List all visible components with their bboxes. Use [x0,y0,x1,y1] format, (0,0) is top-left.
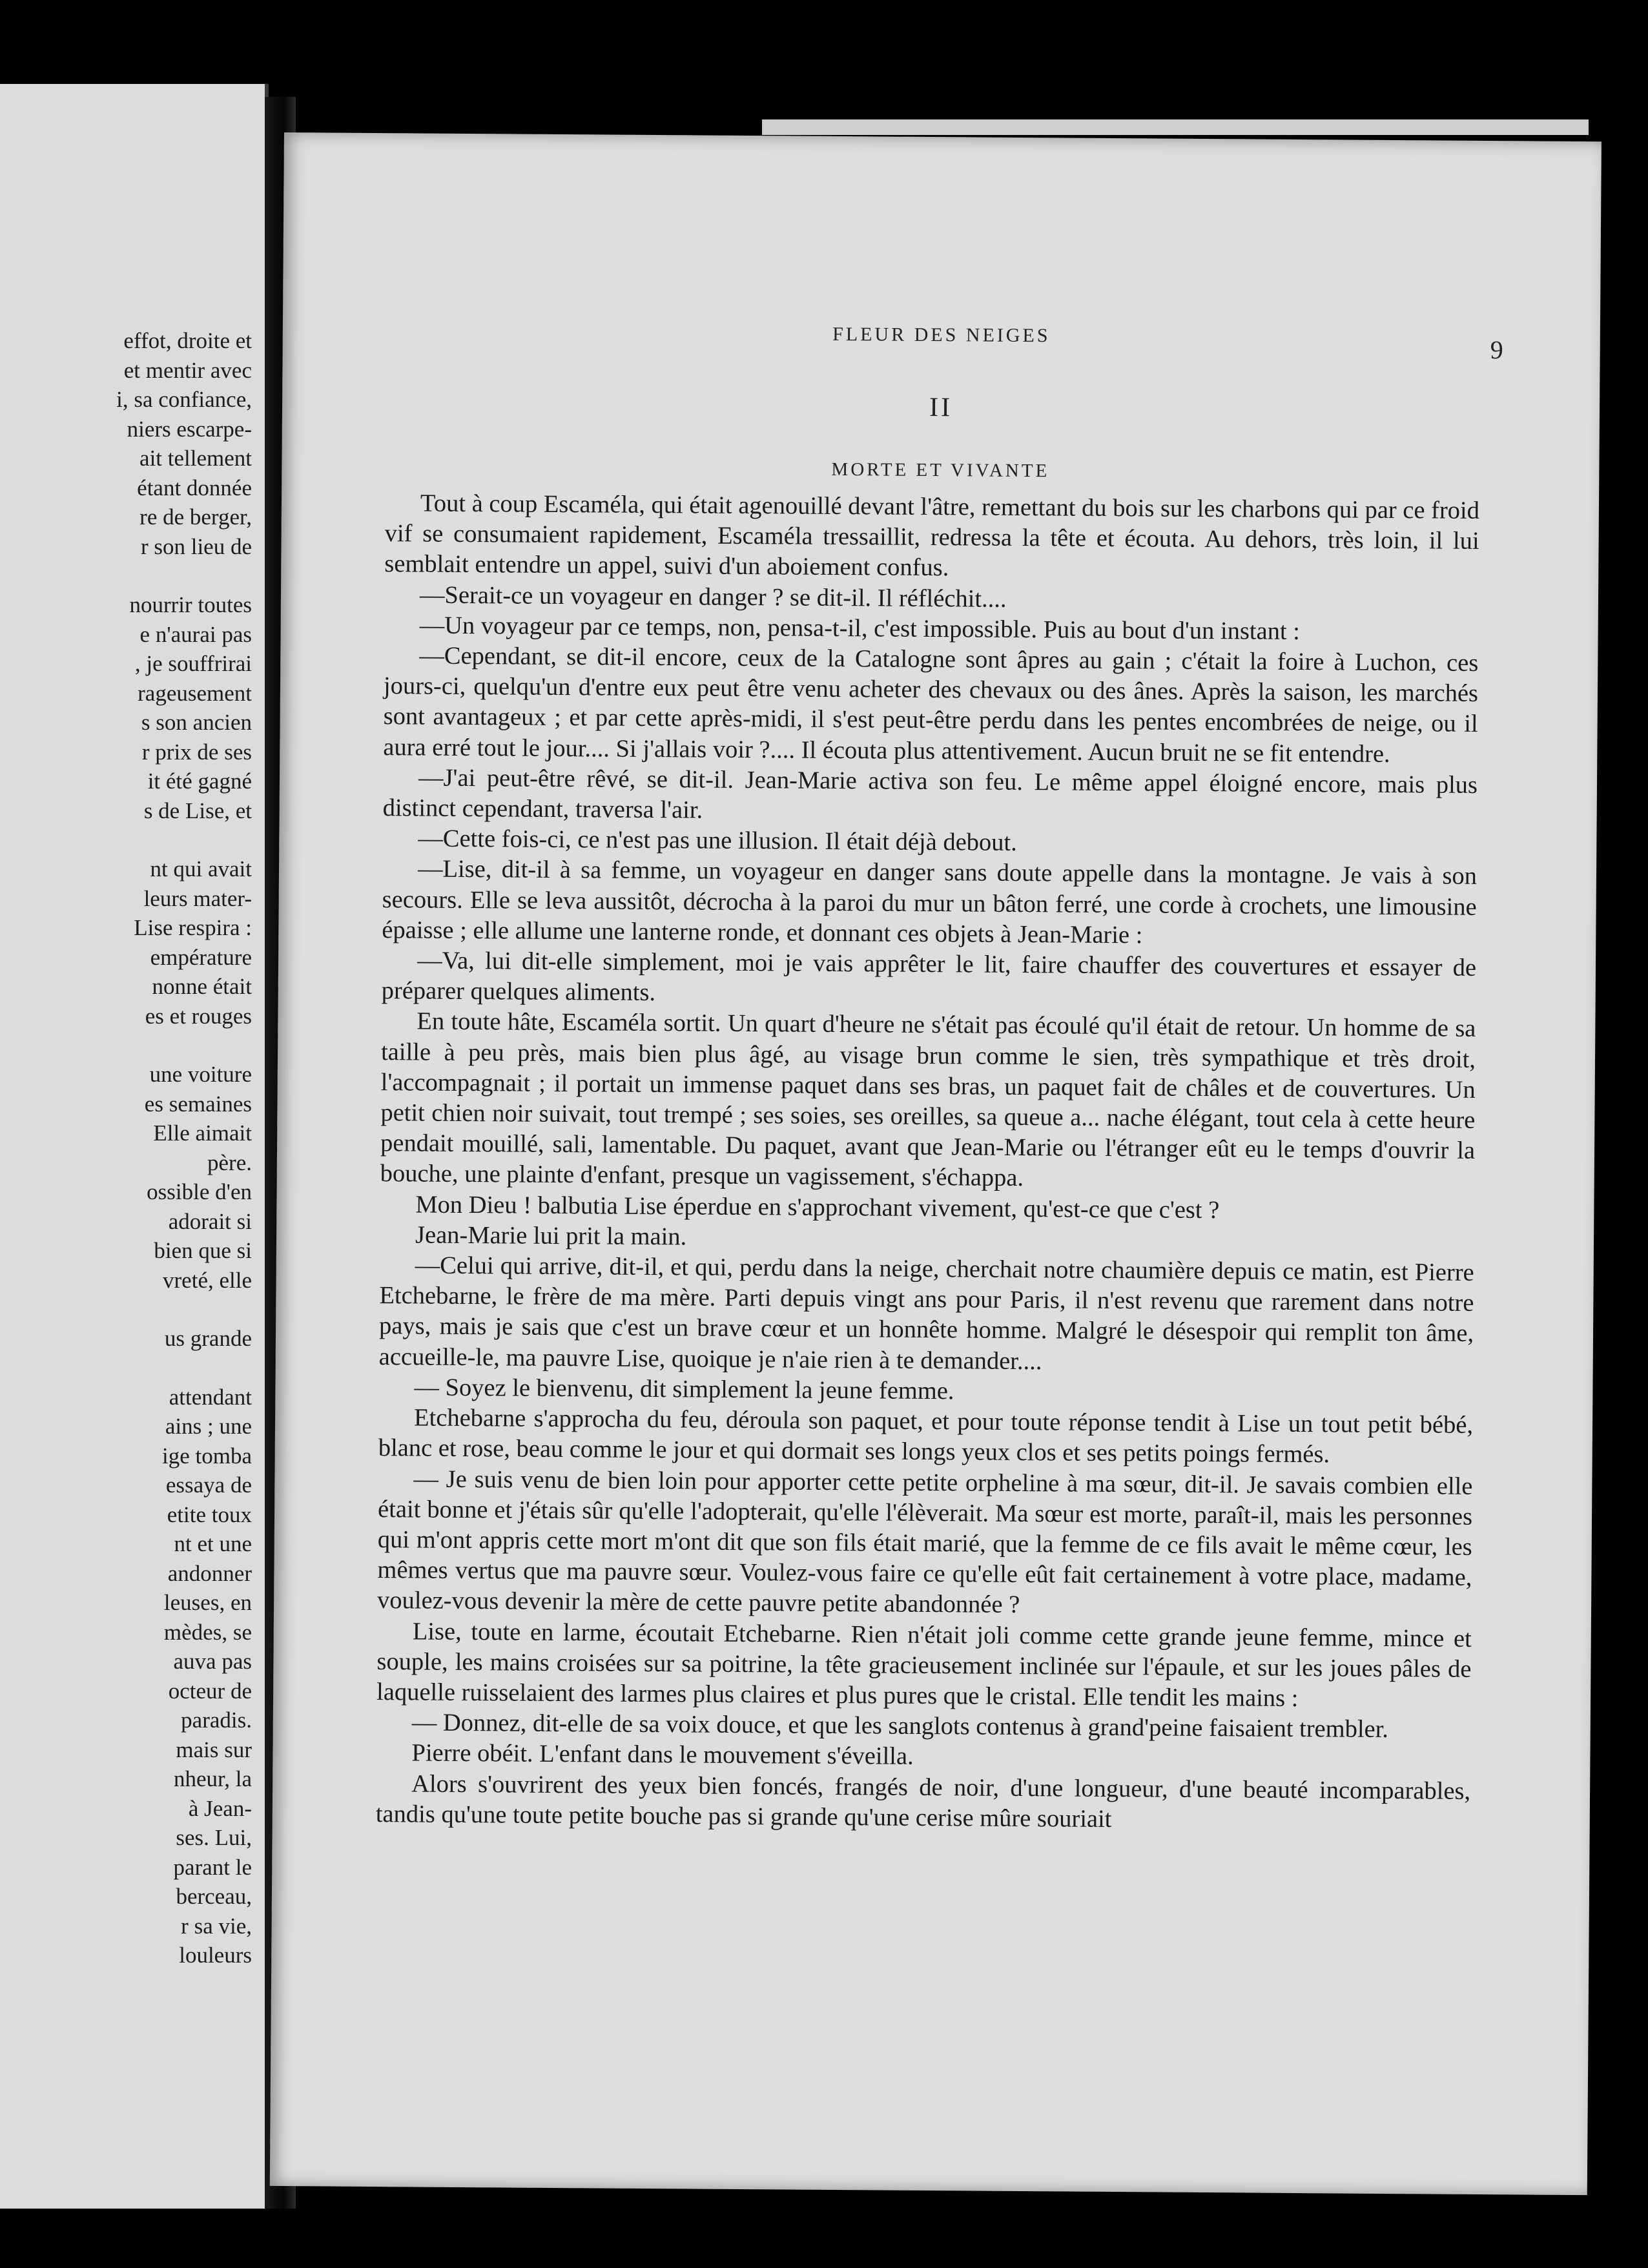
left-page-line: leurs mater- [143,885,252,911]
paragraph: —Cette fois-ci, ce n'est pas une illusion. Il était déjà debout. [418,825,1017,857]
left-page-line: paradis. [181,1707,252,1733]
left-page-line: mais sur [176,1737,252,1762]
left-page-line: parant le [173,1854,252,1880]
left-page-line: re de berger, [139,504,252,530]
paragraph: Mon Dieu ! balbutia Lise éperdue en s'approchant vivement, qu'est-ce que c'est ? [415,1191,1220,1224]
left-page-line: vreté, elle [163,1267,252,1293]
paragraph: Etchebarne s'approcha du feu, déroula son paquet, et pour toute réponse tendit à Lise un tout petit bébé, blanc et rose, beau comme le jour et qui dormait ses longs yeux clos et ses petits poings fermés. [378,1404,1474,1469]
left-page-line: Elle aimait [153,1120,252,1146]
left-page-gap [0,1354,252,1383]
left-page-line: nt et une [174,1531,252,1556]
page-edge-strip [762,119,1589,135]
left-page-line: effot, droite et [123,328,252,353]
left-page-line: s de Lise, et [143,798,252,823]
chapter-title: MORTE ET VIVANTE [831,459,1050,482]
left-page-line: louleurs [179,1943,252,1968]
left-page-line: e n'aurai pas [139,621,252,647]
left-page-gap [0,825,252,854]
paragraph: —J'ai peut-être rêvé, se dit-il. Jean-Marie activa son feu. Le même appel éloigné encore, mais plus distinct cependant, traversa l'air. [382,764,1478,824]
paragraph: Alors s'ouvrirent des yeux bien foncés, frangés de noir, d'une longueur, d'une beauté incomparables, tandis qu'une toute petite bouche pas si grande qu'une cerise mûre souriait [375,1769,1471,1833]
left-page-line: berceau, [176,1884,252,1909]
left-page-text [0,326,252,1970]
left-page-line: , je souffrirai [134,651,252,676]
paragraph: — Je suis venu de bien loin pour apporter cette petite orpheline à ma sœur, dit-il. Je savais combien elle était bonne et j'étais sûr qu'elle l'adopterait, qu'elle l'élèverait. Ma sœur est morte, paraît-il, mais les personnes qui m'ont appris cette mort m'ont dit que son fils était marié, que la femme de ce fils avait le même cœur, les mêmes vertus que ma pauvre sœur. Voulez-vous faire ce qu'elle eût fait certainement à votre place, madame, voulez-vous devenir la mère de cette pauvre petite abandonnée ? [376,1465,1473,1619]
page-number: 9 [1490,335,1503,365]
left-page-gap [0,561,252,590]
paragraph: Tout à coup Escaméla, qui était agenouillé devant l'âtre, remettant du bois sur les charbons qui par ce froid vif se consumaient rapidement, Escaméla tressaillit, redressa la tête et écouta. Au dehors, très loin, il lui semblait entendre un appel, suivi d'un aboiement confus. [384,490,1480,582]
left-page-line: empérature [150,944,252,970]
chapter-number: II [929,392,953,423]
right-page [270,132,1602,2195]
paragraph: —Va, lui dit-elle simplement, moi je vais apprêter le lit, faire chauffer des couvertures et essayer de préparer quelques aliments. [381,947,1477,1007]
paragraph: —Serait-ce un voyageur en danger ? se dit-il. Il réfléchit.... [419,581,1007,613]
left-page-line: nonne était [152,974,252,999]
left-page-line: auva pas [173,1649,252,1674]
left-page-line: ige tomba [162,1443,252,1469]
left-page-line: à Jean- [188,1795,252,1821]
left-page-line: andonner [167,1560,252,1586]
body-text [376,488,1479,1837]
left-page-gap [0,1031,252,1060]
left-page-line: ses. Lui, [176,1825,252,1850]
paragraph: En toute hâte, Escaméla sortit. Un quart d'heure ne s'était pas écoulé qu'il était de retour. Un homme de sa taille à peu près, mais bien plus âgé, au visage brun comme le sien, très sympathique et très droit, l'accompagnait ; il portait un immense paquet dans ses bras, un paquet fait de châles et de couvertures. Un petit chien noir suivait, tout trempé ; ses soies, ses oreilles, sa queue a... nache élégant, tout cela à cette heure pendait mouillé, sali, lamentable. Du paquet, avant que Jean-Marie ou l'étranger eût eu le temps d'ouvrir la bouche, une plainte d'enfant, presque un vagissement, s'échappa. [380,1007,1476,1192]
left-page-line: nourrir toutes [129,592,252,617]
left-page-line: et mentir avec [123,357,252,383]
left-page-line: étant donnée [137,475,252,500]
left-page-line: nheur, la [173,1766,252,1791]
paragraph: —Cependant, se dit-il encore, ceux de la Catalogne sont âpres au gain ; c'était la foire à Luchon, ces jours-ci, quelqu'un d'entre eux peut être venu acheter des chevaux ou des ânes. Après la saison, les marchés sont avantageux ; et par cette après-midi, il s'est peut-être perdu dans les pentes encombrées de neige, ou il aura erré tout le jour.... Si j'allais voir ?.... Il écouta plus attentivement. Aucun bruit ne se fit entendre. [383,642,1479,768]
left-page-line: es et rouges [145,1003,252,1029]
left-page-line: r son lieu de [140,533,252,559]
left-page-line: rageusement [138,680,252,706]
left-page-line: mèdes, se [163,1619,252,1645]
left-page-line: octeur de [168,1678,252,1704]
left-page-line: s son ancien [141,710,252,735]
paragraph: —Un voyageur par ce temps, non, pensa-t-il, c'est impossible. Puis au bout d'un instant : [419,612,1301,645]
left-page-line: etite toux [167,1501,252,1527]
left-page-line: ossible d'en [147,1179,252,1204]
paragraph: Pierre obéit. L'enfant dans le mouvement s'éveilla. [411,1739,914,1771]
running-head: FLEUR DES NEIGES [832,323,1051,347]
left-page-line: it été gagné [147,768,252,794]
left-page-line: nt qui avait [150,856,252,881]
left-page-line: essaya de [165,1472,252,1498]
left-page-line: adorait si [168,1208,252,1234]
left-page-line: père. [207,1149,252,1175]
paragraph: —Celui qui arrive, dit-il, et qui, perdu dans la neige, cherchait notre chaumière depuis ce matin, est Pierre Etchebarne, le frère de ma mère. Parti depuis vingt ans pour Paris, il n'est revenu que rarement dans notre pays, mais je sais que c'est un brave cœur et un honnête homme. Malgré le désespoir qui remplit ton âme, accueille-le, ma pauvre Lise, quoique je n'aie rien à te demander.... [378,1252,1474,1375]
left-page-line: bien que si [154,1238,252,1263]
paragraph: — Donnez, dit-elle de sa voix douce, et que les sanglots contenus à grand'peine faisaient trembler. [411,1709,1389,1744]
left-page-line: ait tellement [139,446,252,471]
left-page-line: es semaines [144,1091,252,1117]
left-page-line: ains ; une [165,1414,252,1439]
left-page-gap [0,1295,252,1324]
left-page-line: us grande [164,1326,252,1351]
left-page-line: i, sa confiance, [116,387,252,412]
paragraph: —Lise, dit-il à sa femme, un voyageur en danger sans doute appelle dans la montagne. Je vais à son secours. Elle se leva aussitôt, décrocha à la paroi du mur un bâton ferré, une corde à crochets, une limousine épaisse ; elle allume une lanterne ronde, et donnant ces objets à Jean-Marie : [382,855,1478,949]
left-page-line: attendant [169,1384,252,1410]
left-page-line: leuses, en [163,1590,252,1615]
paragraph: Lise, toute en larme, écoutait Etchebarne. Rien n'était joli comme cette grande jeune femme, mince et souple, les mains croisées sur sa poitrine, la tête gracieusement inclinée sur l'épaule, et sur les joues pâles de laquelle ruisselaient des larmes plus claires et plus pures que le cristal. Elle tendit les mains : [376,1617,1472,1712]
left-page [0,84,269,2209]
left-page-line: niers escarpe- [127,416,252,442]
left-page-line: r sa vie, [181,1913,252,1939]
left-page-line: Lise respira : [134,915,252,940]
left-page-line: r prix de ses [141,739,252,765]
left-page-line: une voiture [149,1062,252,1087]
paragraph: Jean-Marie lui prit la main. [415,1221,687,1251]
paragraph: — Soyez le bienvenu, dit simplement la jeune femme. [414,1374,954,1405]
